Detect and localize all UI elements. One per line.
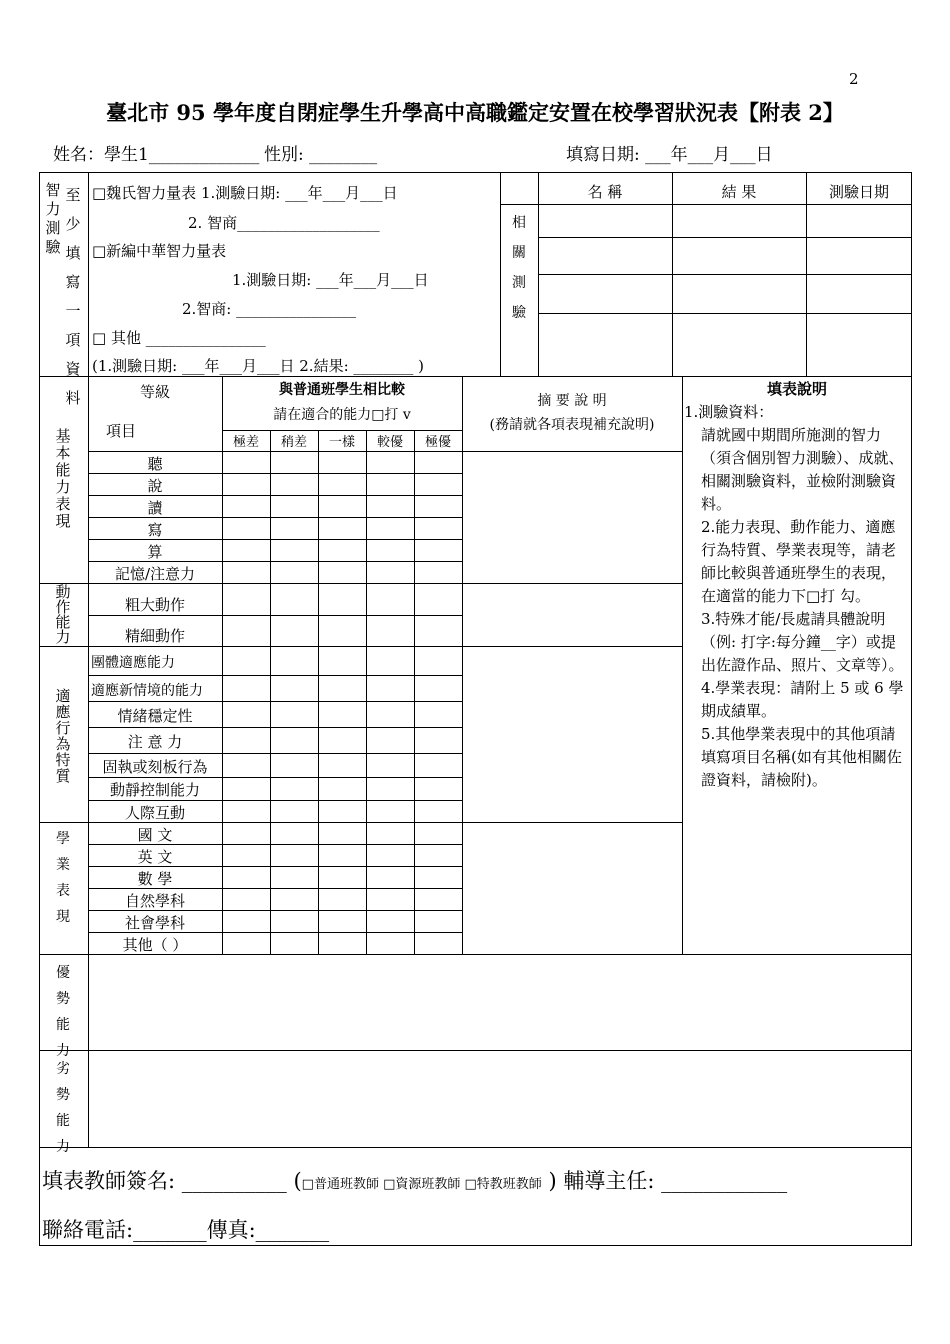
group-academic-label: 學業表現 — [56, 831, 70, 925]
divider — [88, 675, 462, 676]
level-same: 一樣 — [328, 435, 355, 450]
item-science: 自然學科 — [124, 892, 185, 910]
divider — [318, 430, 319, 954]
divider — [500, 204, 912, 205]
group-motor-label: 動作能力 — [55, 583, 71, 646]
fax-blank: _______ — [255, 1218, 330, 1242]
divider — [270, 430, 271, 954]
divider — [39, 1147, 912, 1148]
item-mathematics: 數 學 — [137, 870, 173, 888]
related-header-result: 結 果 — [721, 183, 757, 201]
item-listening: 聽 — [147, 455, 163, 473]
item-group-adapt: 團體適應能力 — [91, 655, 175, 671]
director-label: 輔導主任: — [563, 1169, 655, 1193]
group-adaptive-label: 適應行為特質 — [55, 687, 71, 785]
instruction-4: 4.學業表現：請附上 5 或 6 學期成績單。 — [701, 679, 904, 720]
summary-subtitle: (務請就各項表現補充說明) — [489, 417, 655, 433]
summary-title: 摘 要 說 明 — [537, 393, 607, 409]
wechsler-line: □魏氏智力量表 1.測驗日期: ___年___月___日 — [92, 184, 398, 202]
divider — [462, 376, 463, 954]
item-social: 人際互動 — [124, 804, 185, 822]
item-gross-motor: 粗大動作 — [124, 596, 185, 614]
item-rigid: 固執或刻板行為 — [102, 758, 208, 776]
instruction-2: 2.能力表現、動作能力、適應行為特質、學業表現等，請老師比較與普通班學生的表現，在適當的能力下□打 勾。 — [701, 518, 897, 605]
level-excellent: 極優 — [424, 435, 451, 450]
weakness-label: 劣勢能力 — [56, 1061, 70, 1155]
name-blank: _____________ — [148, 145, 260, 165]
related-header-date: 測驗日期 — [828, 183, 889, 201]
phone-label: 聯絡電話: — [42, 1218, 134, 1242]
divider — [88, 753, 462, 754]
item-other: 其他（ ） — [122, 936, 188, 954]
wechsler-iq: 2. 智商___________________ — [188, 214, 380, 232]
divider — [222, 376, 223, 954]
director-blank: ____________ — [661, 1169, 788, 1193]
other-test-line: □ 其他 ________________ — [92, 329, 266, 347]
item-emotion: 情緒穩定性 — [117, 707, 193, 725]
divider — [88, 727, 462, 728]
divider — [500, 172, 501, 377]
level-poor: 稍差 — [280, 435, 307, 450]
teacher-signature-row — [42, 1165, 787, 1195]
divider — [39, 376, 912, 377]
instruction-3: 3.特殊才能/長處請具體說明（例: 打字:每分鐘__字）或提出佐證作品、照片、文章等）。 — [701, 610, 904, 674]
item-social-studies: 社會學科 — [124, 914, 185, 932]
phone-blank: _______ — [133, 1218, 207, 1242]
intel-side-label-1: 智力測驗 — [45, 181, 61, 256]
date-field: 填寫日期: ___年___月___日 — [566, 145, 773, 165]
divider — [462, 451, 682, 452]
new-scale-line: □新編中華智力量表 — [92, 242, 227, 260]
divider — [88, 701, 462, 702]
teacher-blank: __________ — [181, 1169, 287, 1193]
name-label: 姓名： — [53, 145, 104, 165]
item-math: 算 — [147, 543, 163, 561]
level-very-poor: 極差 — [232, 435, 259, 450]
item-chinese: 國 文 — [137, 826, 173, 844]
gender-field: 性別: ________ — [264, 145, 378, 165]
divider — [538, 237, 912, 238]
item-label: 項目 — [106, 422, 137, 440]
instruction-1-detail: 請就國中期間所施測的智力（須含個別智力測驗）、成就、相關測驗資料，並檢附測驗資料。 — [701, 426, 904, 513]
divider — [88, 172, 89, 377]
divider — [682, 376, 683, 954]
compare-subtitle: 請在適合的能力□打 v — [273, 407, 411, 423]
role-options: □普通班教師 □資源班教師 □特教班教師 — [301, 1177, 542, 1192]
item-reading: 讀 — [147, 499, 163, 517]
intel-side-label-2: 至少填寫一項資料 — [65, 186, 81, 407]
item-writing: 寫 — [147, 521, 163, 539]
divider — [366, 430, 367, 954]
page-number: 2 — [849, 70, 859, 88]
other-test-detail: (1.測驗日期: ___年___月___日 2.結果: ________ ) — [92, 357, 425, 375]
page-title: 臺北市 95 學年度自閉症學生升學高中高職鑑定安置在校學習狀況表【附表 2】 — [106, 100, 844, 125]
divider — [88, 451, 462, 452]
strengths-label: 優勢能力 — [56, 965, 70, 1059]
item-english: 英 文 — [137, 848, 173, 866]
role-open: ( — [293, 1169, 302, 1193]
divider — [39, 646, 682, 647]
item-speaking: 說 — [147, 477, 163, 495]
contact-row — [42, 1214, 329, 1244]
level-better: 較優 — [376, 435, 403, 450]
item-memory: 記憶/注意力 — [114, 565, 196, 583]
divider — [88, 615, 462, 616]
divider — [39, 1050, 912, 1051]
new-scale-iq: 2.智商: ________________ — [182, 300, 357, 318]
group-basic-label: 基本能力表現 — [55, 427, 71, 530]
compare-title: 與普通班學生相比較 — [279, 382, 405, 398]
instructions-title: 填表說明 — [766, 380, 827, 398]
instructions — [684, 378, 910, 792]
name-value: 學生1 — [104, 145, 149, 165]
instruction-5: 5.其他學業表現中的其他項請填寫項目名稱(如有其他相關佐證資料，請檢附)。 — [701, 725, 902, 789]
divider — [538, 274, 912, 275]
related-tests-label: 相關測驗 — [512, 215, 526, 321]
item-fine-motor: 精細動作 — [124, 627, 185, 645]
fax-label: 傳真: — [206, 1218, 256, 1242]
teacher-label: 填表教師簽名: — [42, 1169, 176, 1193]
level-label: 等級 — [140, 383, 171, 401]
instruction-1: 1.測驗資料： — [684, 403, 774, 421]
item-attention: 注 意 力 — [127, 733, 183, 751]
divider — [538, 313, 912, 314]
item-new-situation: 適應新情境的能力 — [91, 683, 203, 699]
new-scale-date: 1.測驗日期: ___年___月___日 — [232, 271, 429, 289]
role-close: ) — [548, 1169, 557, 1193]
item-activity-control: 動靜控制能力 — [109, 781, 200, 799]
related-header-name: 名 稱 — [587, 183, 623, 201]
divider — [414, 430, 415, 954]
name-field — [53, 140, 259, 165]
divider — [88, 777, 462, 778]
divider — [88, 800, 462, 801]
